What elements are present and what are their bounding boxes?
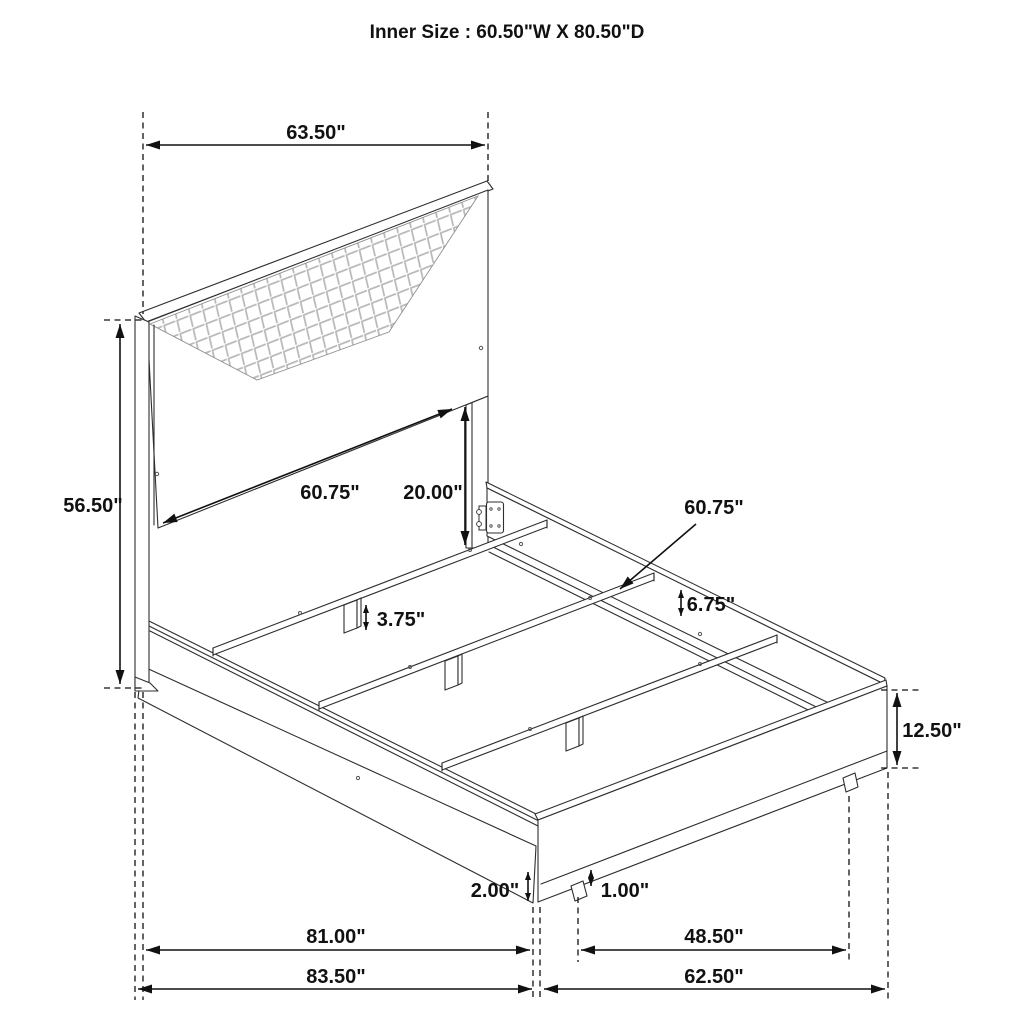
dim-label: 12.50": [902, 720, 962, 742]
bracket-plate: [487, 502, 504, 533]
dim-label: 83.50": [306, 966, 366, 988]
headboard-left-leg: [135, 316, 149, 689]
dim-rail-height: [681, 590, 735, 616]
slat-leg-2-side: [458, 654, 462, 685]
mounting-bracket: [477, 502, 504, 533]
slat-leg-3: [566, 718, 579, 751]
dim-slat-leg-height: [366, 605, 425, 631]
slat-leg-1-side: [357, 598, 361, 628]
slat-leg-2: [445, 656, 458, 690]
dim-label: 56.50": [63, 495, 123, 517]
bracket-notch: [477, 522, 482, 527]
bed-drawing: [130, 180, 887, 903]
dim-label: 60.75": [300, 482, 360, 504]
right-side-rail: [486, 482, 885, 730]
dim-label: 20.00": [403, 482, 463, 504]
dim-label: 60.75": [684, 497, 744, 519]
dim-label: 63.50": [286, 122, 346, 144]
dim-label: 48.50": [684, 926, 744, 948]
page-title: Inner Size : 60.50"W X 80.50"D: [369, 22, 645, 43]
dim-label: 1.00": [600, 880, 650, 902]
dim-label: 62.50": [684, 966, 744, 988]
dim-headboard-height: [63, 320, 142, 688]
dim-footboard-height: [881, 690, 962, 768]
dim-label: 6.75": [686, 594, 736, 616]
slat-leg-3-side: [579, 716, 583, 746]
dim-leg-exposed: [403, 407, 465, 545]
dim-label: 3.75": [376, 609, 426, 631]
dim-label: 2.00": [470, 880, 520, 902]
slat-leg-1: [344, 600, 357, 633]
dim-label: 81.00": [306, 926, 366, 948]
screw-dot: [299, 612, 302, 615]
dim-overall-length: [138, 966, 532, 989]
bracket-notch: [477, 510, 482, 515]
